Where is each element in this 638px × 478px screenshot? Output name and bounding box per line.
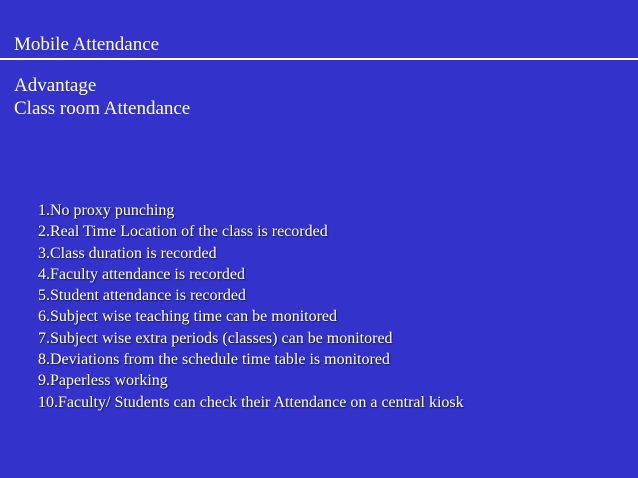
subtitle-line-class-room-attendance: Class room Attendance [14, 98, 191, 119]
subtitle-line-advantage: Advantage [14, 75, 97, 96]
advantages-list [38, 200, 464, 413]
list-item: 6.Subject wise teaching time can be monitored [38, 308, 338, 326]
header-divider [0, 58, 638, 60]
list-item: 2.Real Time Location of the class is recorded [38, 223, 328, 241]
list-item: 10.Faculty/ Students can check their Attendance on a central kiosk [38, 393, 464, 411]
list-item: 3.Class duration is recorded [38, 244, 217, 262]
list-item: 1.No proxy punching [38, 202, 175, 219]
list-item: 5.Student attendance is recorded [38, 287, 246, 305]
slide-subtitle [14, 74, 190, 120]
list-item: 7.Subject wise extra periods (classes) can be monitored [38, 329, 393, 347]
list-item: 4.Faculty attendance is recorded [38, 265, 246, 283]
slide-header-title: Mobile Attendance [14, 34, 160, 55]
list-item: 9.Paperless working [38, 372, 168, 390]
list-item: 8.Deviations from the schedule time table is monitored [38, 351, 390, 369]
